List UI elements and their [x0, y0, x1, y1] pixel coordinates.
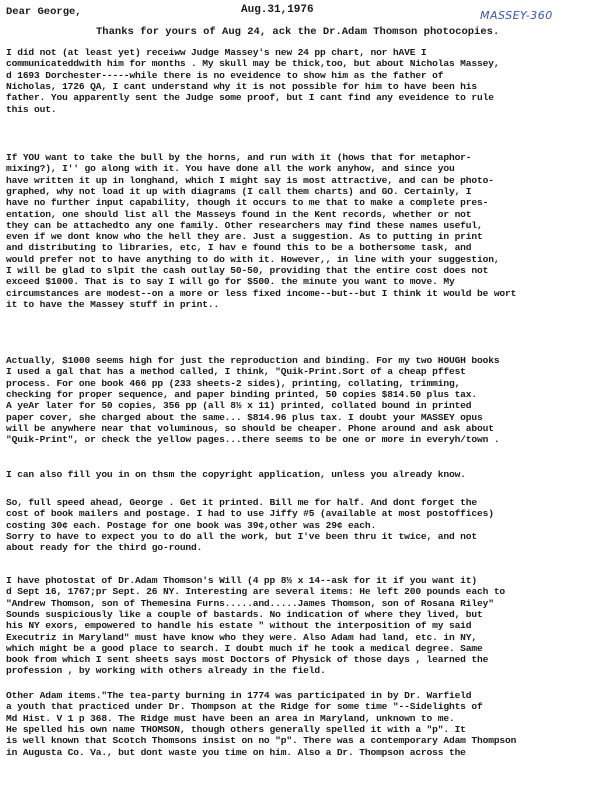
- text-line: even if we dont know who the hell they are. Just a suggestion. As to putting in print: [6, 231, 483, 243]
- text-line: have no further input capability, though it occurs to me that to make a complete pres-: [6, 197, 489, 209]
- text-line: d 1693 Dorchester-----while there is no eveidence to show him as the father of: [6, 69, 444, 81]
- text-line: I used a gal that has a method called, I think, "Quik-Print.Sort of a cheap pffest: [6, 366, 466, 378]
- text-line: paper cover, she charged about the same... $814.96 plus tax. I doubt your MASSEY opus: [6, 411, 483, 423]
- text-line: I can also fill you in on thsm the copyright application, unless you already know.: [6, 469, 466, 480]
- text-line: they can be attachedto any one family. Other researchers may find these names useful,: [6, 219, 483, 231]
- text-line: Sorry to have to expect you to do all the work, but I've been thru it twice, and not: [6, 530, 478, 542]
- text-line: I have photostat of Dr.Adam Thomson's Will (4 pp 8½ x 14--ask for it if you want it): [6, 575, 478, 586]
- text-line: about ready for the third go-round.: [6, 542, 203, 554]
- text-line: exceed $1000. That is to say I will go for $500. the minute you want to move. My: [6, 276, 455, 288]
- text-line: a youth that practiced under Dr. Thompson at the Ridge for some time "--Sidelights of: [6, 701, 483, 713]
- text-line: I did not (at least yet) receiww Judge Massey's new 24 pp chart, nor hAVE I: [6, 47, 427, 58]
- text-line: He spelled his own name THOMSON, though others generally spelled it with a "p". It: [6, 723, 466, 735]
- text-line: entation, one should list all the Masseys found in the Kent records, whether or not: [6, 208, 472, 220]
- text-line: it to have the Massey stuff in print..: [6, 298, 220, 310]
- text-line: A yeAr later for 50 copies, 356 pp (all 8½ x 11) printed, collated bound in printed: [6, 400, 472, 412]
- text-line: Md Hist. V 1 p 368. The Ridge must have been an area in Maryland, unknown to me.: [6, 712, 455, 724]
- text-line: father. You apparently sent the Judge some proof, but I cant find any eveidence to rule: [6, 92, 494, 104]
- text-line: costing 30¢ each. Postage for one book was 39¢,other was 29¢ each.: [6, 519, 377, 531]
- text-line: have written it up in longhand, which I might say is most attractive, and can be photo-: [6, 174, 494, 186]
- text-line: mixing?), I'' go along with it. You have done all the work anyhow, and since you: [6, 163, 455, 175]
- text-line: Other Adam items."The tea-party burning in 1774 was participated in by Dr. Warfield: [6, 690, 472, 701]
- text-line: process. For one book 466 pp (233 sheets-2 sides), printing, collating, trimming,: [6, 377, 461, 389]
- salutation: Dear George,: [6, 6, 82, 18]
- text-line: Actually, $1000 seems high for just the reproduction and binding. For my two HOUGH books: [6, 355, 500, 366]
- text-line: his NY exors, empowered to handle his estate " without the interposition of my said: [6, 620, 472, 632]
- handwritten-file-mark: MASSEY-360: [480, 9, 553, 22]
- text-line: cost of book mailers and postage. I had to use Jiffy #5 (available at most postoffices): [6, 508, 494, 520]
- text-line: So, full speed ahead, George . Get it printed. Bill me for half. And dont forget the: [6, 497, 478, 508]
- text-line: checking for proper sequence, and paper binding printed, 50 copies $814.50 plus tax.: [6, 388, 478, 400]
- thanks-line: Thanks for yours of Aug 24, ack the Dr.Adam Thomson photocopies.: [96, 26, 500, 38]
- text-line: in Augusta Co. Va., but dont waste you time on him. Also a Dr. Thompson across the: [6, 746, 466, 758]
- text-line: book from which I sent sheets says most Doctors of Physick of those days , learned the: [6, 654, 489, 666]
- text-line: and distributing to libraries, etc, I hav e found this to be a bothersome task, and: [6, 242, 472, 254]
- text-line: I will be glad to slpit the cash outlay 50-50, providing that the entire cost does not: [6, 265, 489, 276]
- text-line: Sounds suspiciously like a couple of bastards. No indication of where they lived, but: [6, 608, 483, 620]
- letter-date: Aug.31,1976: [241, 4, 314, 16]
- text-line: circumstances are modest--on a more or less fixed income--but--but I think it would be wort: [6, 287, 517, 299]
- text-line: Executriz in Maryland" must have know who they were. Also Adam had land, etc. in NY,: [6, 631, 478, 643]
- text-line: graphed, why not load it up with diagrams (I call them charts) and GO. Certainly, I: [6, 185, 472, 197]
- text-line: Nicholas, 1726 QA, I cant understand why it is not possible for him to have been his: [6, 80, 478, 92]
- text-line: "Quik-Print", or check the yellow pages...there seems to be one or more in everyh/town .: [6, 434, 500, 446]
- text-line: communicateddwith him for months . My skull may be thick,too, but about Nicholas Massey,: [6, 58, 500, 70]
- text-line: this out.: [6, 103, 57, 115]
- text-line: If YOU want to take the bull by the horns, and run with it (hows that for metaphor-: [6, 152, 472, 163]
- text-line: "Andrew Thomson, son of Themesina Furns.....and.....James Thomson, son of Rosana Riley": [6, 597, 494, 609]
- text-line: will be anywhere near that voluminous, so should be cheaper. Phone around and ask about: [6, 422, 494, 434]
- text-line: profession , by working with others already in the field.: [6, 665, 326, 677]
- text-line: is well known that Scotch Thomsons insist on no "p". There was a contemporary Adam Thompson: [6, 735, 517, 747]
- text-line: which might be a good place to search. I doubt much if he took a medical degree. Same: [6, 642, 483, 654]
- text-line: would prefer not to have anything to do with it. However,, in line with your suggestion,: [6, 253, 500, 265]
- text-line: d Sept 16, 1767;pr Sept. 26 NY. Interesting are several items: He left 200 pounds each to: [6, 586, 506, 598]
